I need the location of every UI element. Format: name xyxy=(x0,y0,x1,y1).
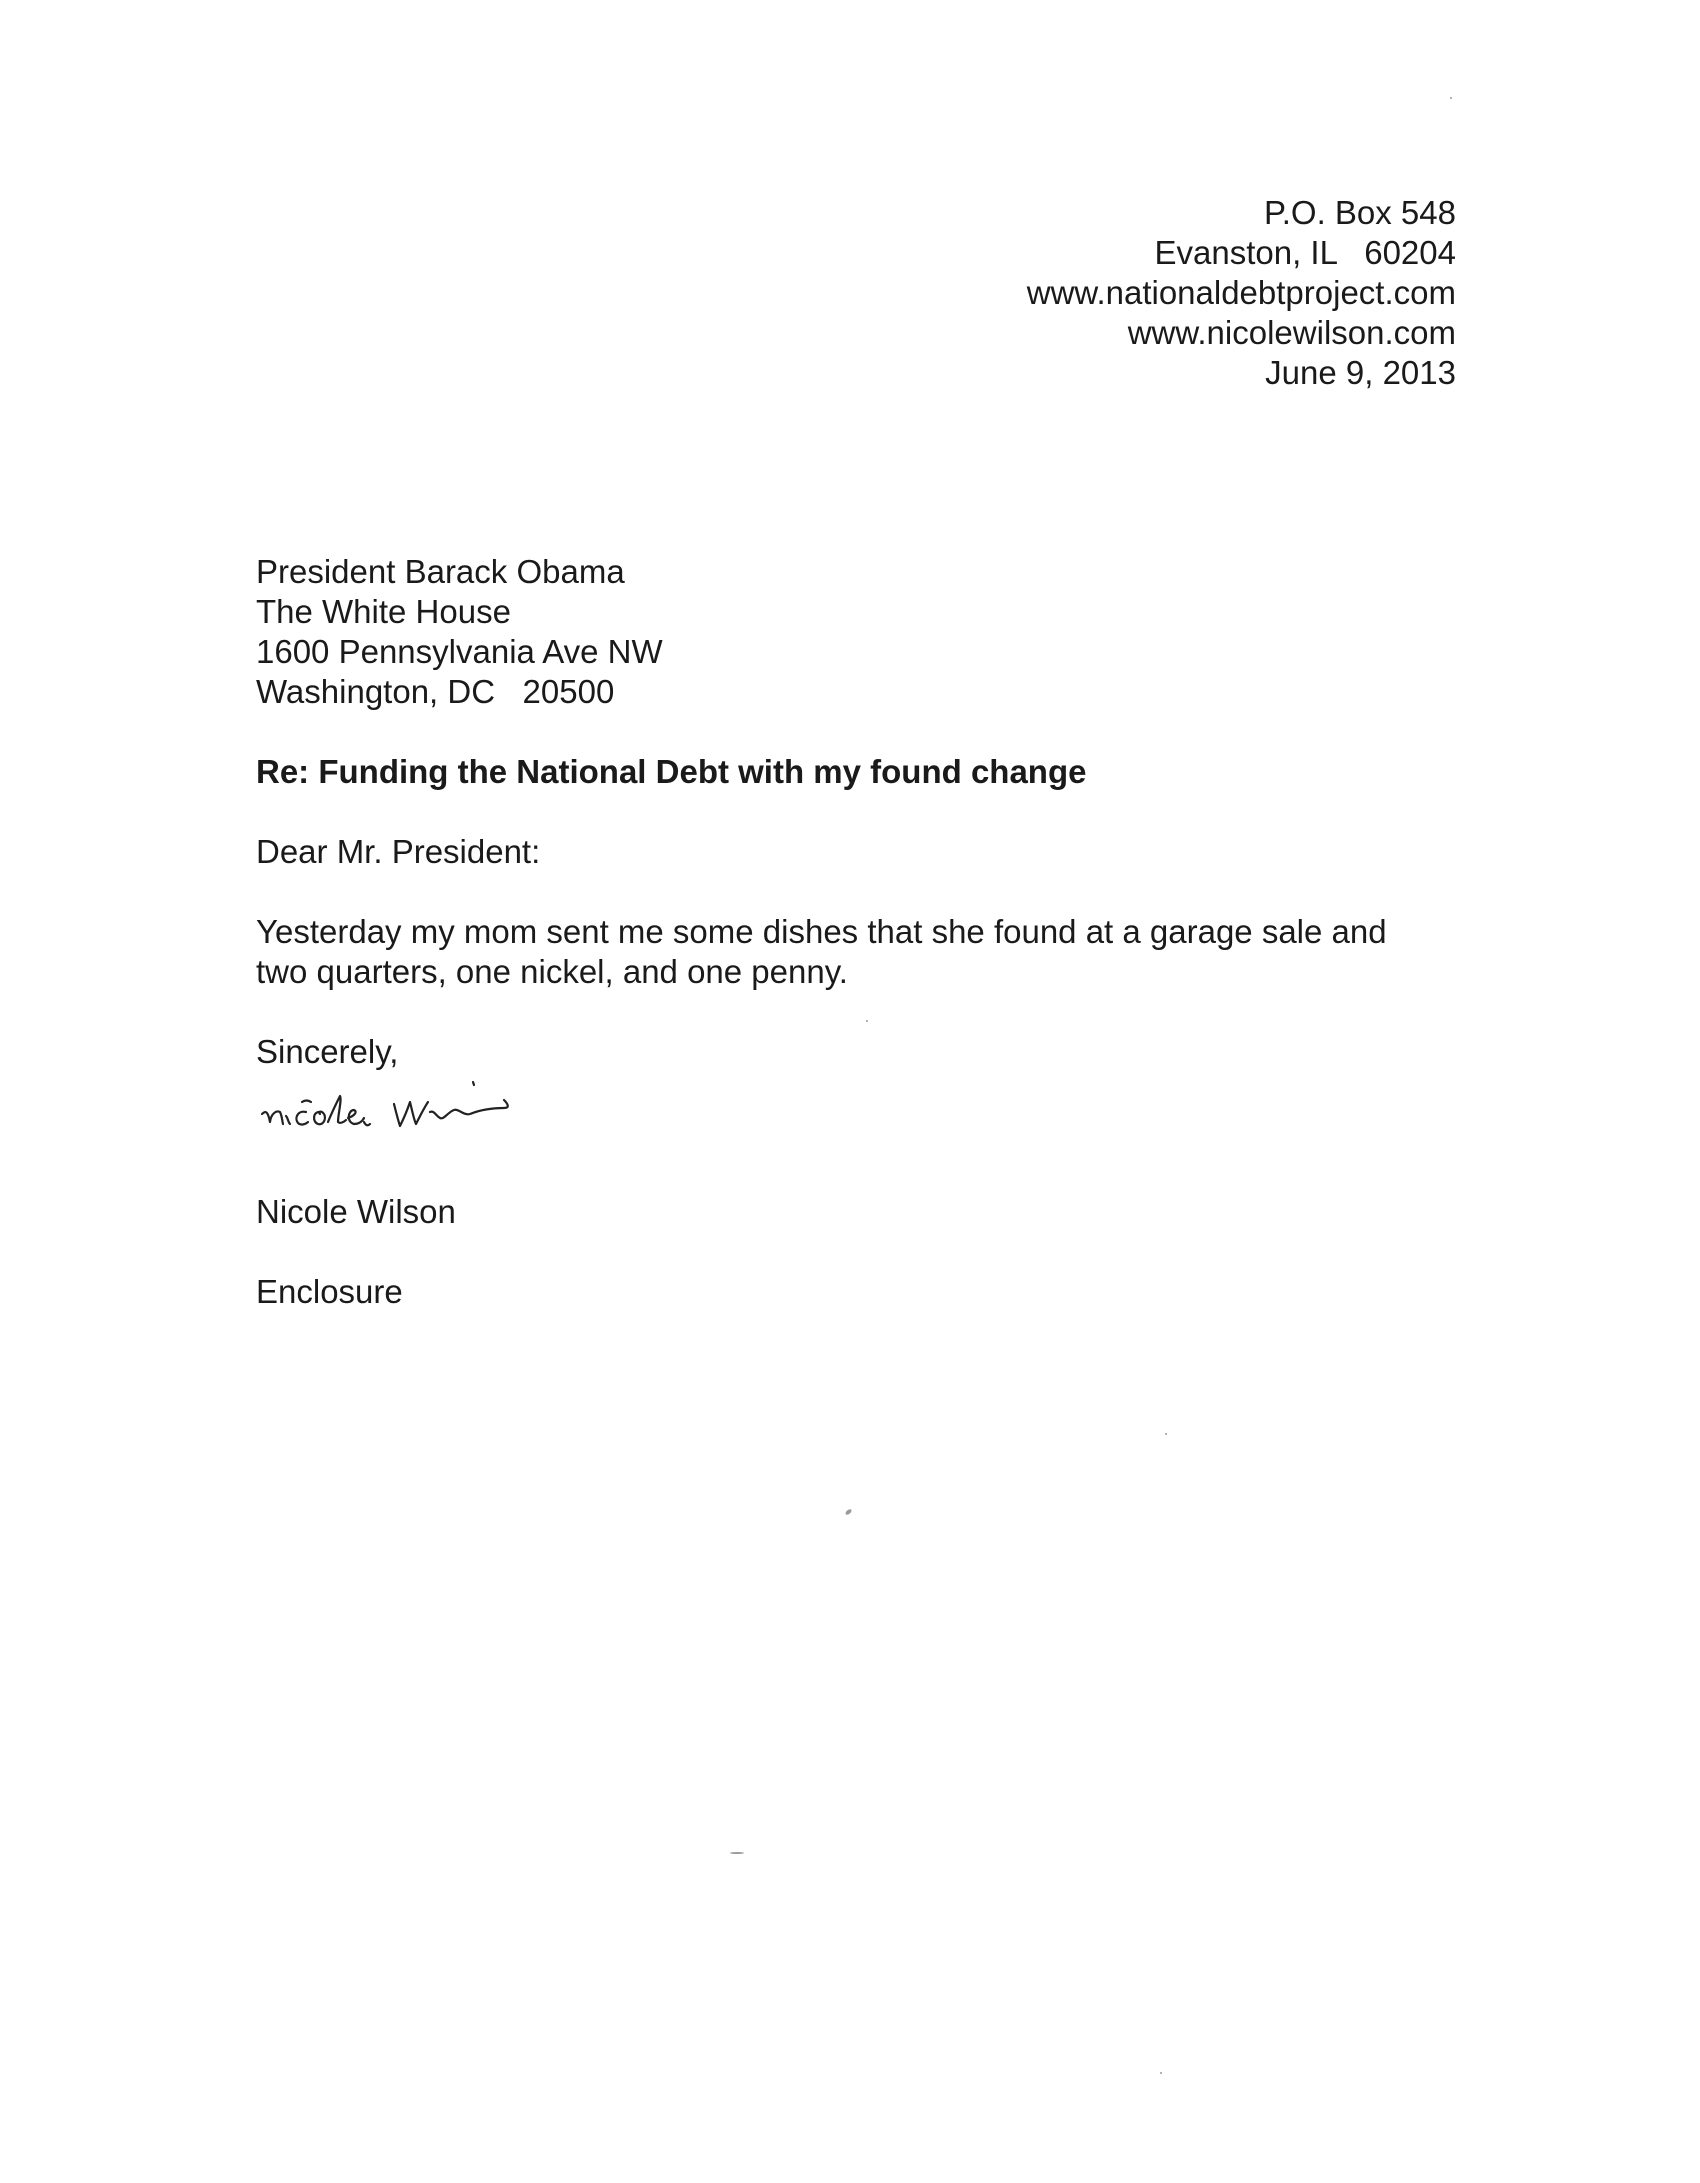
salutation: Dear Mr. President: xyxy=(256,833,541,870)
recipient-organization: The White House xyxy=(256,593,511,630)
sender-city: Evanston, IL 60204 xyxy=(1154,234,1456,271)
recipient-address-block xyxy=(256,552,663,712)
sender-website-1: www.nationaldebtproject.com xyxy=(1026,274,1456,311)
closing: Sincerely, xyxy=(256,1033,399,1070)
scan-speck xyxy=(1165,1433,1167,1435)
recipient-name: President Barack Obama xyxy=(256,553,625,590)
letter-date: June 9, 2013 xyxy=(1265,354,1456,391)
handwritten-signature xyxy=(258,1078,618,1148)
scan-speck xyxy=(845,1508,853,1516)
recipient-city: Washington, DC 20500 xyxy=(256,673,615,710)
scan-speck xyxy=(730,1852,744,1854)
recipient-street: 1600 Pennsylvania Ave NW xyxy=(256,633,663,670)
body-paragraph xyxy=(256,912,1456,992)
scan-speck xyxy=(1160,2072,1162,2074)
scan-speck xyxy=(1450,97,1452,99)
sender-address-block xyxy=(1027,193,1456,393)
sender-website-2: www.nicolewilson.com xyxy=(1127,314,1456,351)
subject-line: Re: Funding the National Debt with my found change xyxy=(256,753,1087,790)
scan-speck xyxy=(866,1020,868,1022)
signer-name: Nicole Wilson xyxy=(256,1193,456,1230)
enclosure-note: Enclosure xyxy=(256,1273,403,1310)
sender-po-box: P.O. Box 548 xyxy=(1263,194,1456,231)
body-line-2: two quarters, one nickel, and one penny. xyxy=(256,953,848,990)
body-line-1: Yesterday my mom sent me some dishes that she found at a garage sale and xyxy=(256,913,1387,950)
